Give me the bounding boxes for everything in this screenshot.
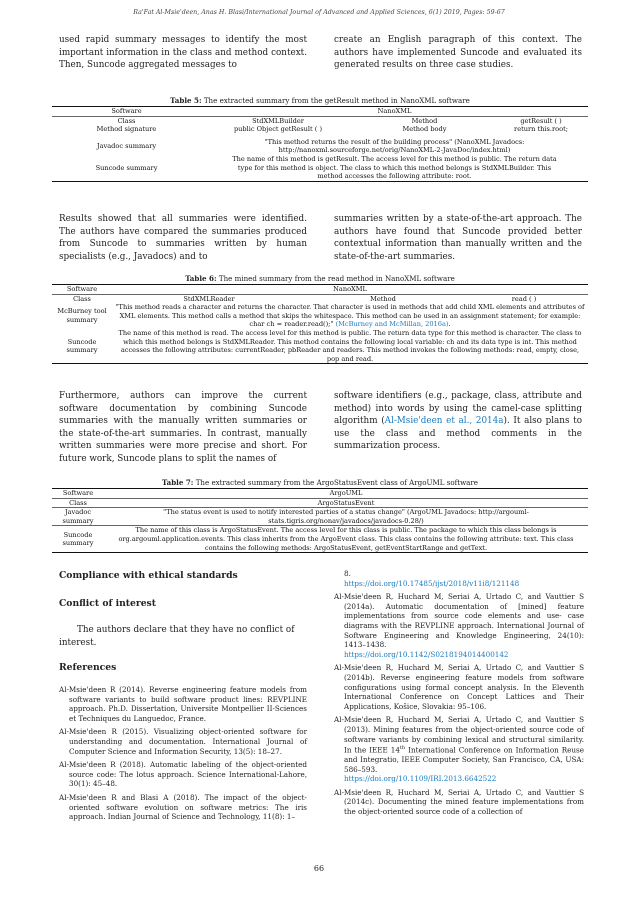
reference-entry: Al-Msie'deen R, Huchard M, Seriai A, Urtado C, and Vauttier S (2014b). Reverse engineering feature models from software configurations using formal concept analysis. In the Eleventh International Conference on Concept Lattices and Their Applications, Košice, Slovakia: 95–106. xyxy=(334,663,584,711)
page-number: 66 xyxy=(313,864,325,873)
table7 xyxy=(52,488,588,553)
t5-javadoc-label: Javadoc summary xyxy=(96,142,157,151)
t5-h-system: NanoXML xyxy=(377,107,412,115)
t5-body-value: return this.root; xyxy=(514,125,568,134)
t5-method-value: getResult ( ) xyxy=(520,116,562,125)
t7-javadoc-label: Javadoc summary xyxy=(62,508,94,525)
t7-suncode-label: Suncode summary xyxy=(62,530,94,548)
para3-right: software identifiers (e.g., package, class, attribute and method) into words by using the camel-case splitting algorithm (Al-Msie'deen et al., 2014a). It also plans to use the class and method comments in the summarization process. xyxy=(334,391,582,452)
para3-citation[interactable]: Al-Msie'deen et al., 2014a xyxy=(384,416,504,427)
t6-class-value: StdXMLReader xyxy=(183,294,235,303)
t6-suncode-value: The name of this method is read. The access level for this method is public. The return data type for this method is character. The class to which this method belongs is StdXMLReader. This method contains the following local variable: ch and its data type is int. This method accesses the following attributes: currentReader, pbReader and readers. This method invokes the following methods: read, empty, close, pop and read. xyxy=(118,328,582,363)
table6 xyxy=(52,284,588,364)
t5-method-label: Method xyxy=(411,116,438,125)
t7-h-system: ArgoUML xyxy=(329,489,363,497)
reference-doi-link[interactable]: https://doi.org/10.17485/ijst/2018/v11i8/121148 xyxy=(344,578,520,588)
t5-body-label: Method body xyxy=(402,125,447,134)
reference-doi-link[interactable]: https://doi.org/10.1109/IRI.2013.6642522 xyxy=(344,774,497,784)
t7-javadoc-value: "The status event is used to notify interested parties of a status change" (ArgoUML Javadocs: http://argouml-stats.tigris.org/nonav/javadocs/javadocs-0.28/) xyxy=(163,508,529,525)
reference-entry: Al-Msie'deen R, Huchard M, Seriai A, Urtado C, and Vauttier S (2014c). Documenting the mined feature implementations from the object-oriented source code of a collection of xyxy=(334,787,584,817)
t6-method-label: Method xyxy=(370,294,396,303)
table7-caption: Table 7: The extracted summary from the ArgoStatusEvent class of ArgoUML software xyxy=(162,478,478,487)
t6-mcburney-citation[interactable]: (McBurney and McMillan, 2016a) xyxy=(335,320,449,329)
t5-javadoc-value: "This method returns the result of the building process" (NanoXML Javadocs: http://nanoxml.sourceforge.net/orig/NanoXML-2-JavaDoc/index.html) xyxy=(264,137,525,155)
t5-sig-value: public Object getResult ( ) xyxy=(233,125,323,134)
para2-left: Results showed that all summaries were identified. The authors have compared the summaries produced from Suncode to summaries written by human specialists (e.g., Javadocs) and to xyxy=(59,214,307,262)
para2-right: summaries written by a state-of-the-art approach. The authors have found that Suncode provided better contextual information than manually written and the state-of-the-art summaries. xyxy=(334,214,582,262)
reference-entry: Al-Msie'deen R (2015). Visualizing object-oriented software for understanding and documentation. International Journal of Computer Science and Information Security, 13(5): 18–27. xyxy=(59,727,307,756)
t7-class-label: Class xyxy=(69,498,87,507)
t7-class-value: ArgoStatusEvent xyxy=(317,498,375,507)
reference-entry: Al-Msie'deen R (2014). Reverse engineering feature models from software variants to build software product lines: REVPLINE approach. Ph.D. Dissertation, Universite Montpellier II-Sciences et Techniques du Languedoc, France. xyxy=(59,685,307,723)
para1-left: used rapid summary messages to identify the most important information in the class and method context. Then, Suncode aggregated messages to xyxy=(59,35,307,71)
table5 xyxy=(52,106,588,182)
t6-class-label: Class xyxy=(73,294,91,303)
reference-entry: Al-Msie'deen R (2018). Automatic labeling of the object-oriented source code: The lotus approach. Science International-Lahore, 30(1): 45–48. xyxy=(59,760,307,789)
t7-h-software: Software xyxy=(62,489,94,497)
references-right xyxy=(334,569,584,817)
ethics-heading: Compliance with ethical standards xyxy=(59,570,238,581)
reference-entry: Al-Msie'deen R, Huchard M, Seriai A, Urtado C, and Vauttier S (2013). Mining features from the object-oriented source code of software variants by combining lexical and structural similarity. In the IEEE 14th International Conference on Information Reuse and Integratio, IEEE Computer Society, San Francisco, CA, USA: 586–593. https://doi.org/10.1109/IRI.2013.6642522 xyxy=(334,715,585,784)
t6-mcburney-label: McBurney tool summary xyxy=(57,307,107,325)
t5-h-software: Software xyxy=(111,107,142,115)
t5-sig-label: Method signature xyxy=(96,125,157,134)
t5-class-value: StdXMLBuilder xyxy=(252,116,304,125)
t6-suncode-label: Suncode summary xyxy=(66,337,98,355)
t5-suncode-label: Suncode summary xyxy=(95,163,158,172)
t6-h-system: NanoXML xyxy=(333,285,367,293)
reference-entry: Al-Msie'deen R and Blasi A (2018). The impact of the object-oriented software evolution on software metrics: The iris approach. Indian Journal of Science and Technology, 11(8): 1– xyxy=(59,792,307,822)
para3-left: Furthermore, authors can improve the current software documentation by combining Suncode summaries with the manually written summaries or the state-of-the-art summaries. In contrast, manually written summaries were more precise and short. For future work, Suncode plans to split the names of xyxy=(59,391,307,464)
references-heading: References xyxy=(59,662,117,673)
table6-caption: Table 6: The mined summary from the read method in NanoXML software xyxy=(185,274,455,283)
reference-entry: 8. https://doi.org/10.17485/ijst/2018/v11i8/121148 xyxy=(334,569,584,588)
table5-caption: Table 5: The extracted summary from the getResult method in NanoXML software xyxy=(170,96,470,105)
conflict-text: The authors declare that they have no conflict of interest. xyxy=(59,625,295,648)
t5-class-label: Class xyxy=(117,116,136,125)
t5-suncode-value: The name of this method is getResult. The access level for this method is public. The return data type for this method is object. The class to which this method belongs is StdXMLBuilder. This method accesses the following attribute: root. xyxy=(232,154,557,181)
t6-h-software: Software xyxy=(66,285,98,293)
t6-mcburney-value: "This method reads a character and returns the character. That character is used in methods that add child XML elements and attributes of XML elements. This method calls a method that skips the whitespace. This method can be used in an assignment statement; for example: char ch = reader.read();" (McBurney and McMillan, 2016a). xyxy=(115,303,585,329)
t7-suncode-value: The name of this class is ArgoStatusEvent. The access level for this class is public. The package to which this class belongs is org.argouml.application.events. This class inherits from the ArgoEvent class. This class contains the following attribute: text. This class contains the following methods: ArgoStatusEvent, getEventStartRange and getText. xyxy=(118,526,574,552)
reference-doi-link[interactable]: https://doi.org/10.1142/S0218194014400142 xyxy=(344,649,509,659)
running-header: Ra'Fat Al-Msie'deen, Anas H. Blasi/International Journal of Advanced and Applied Sciences, 6(1) 2019, Pages: 59-67 xyxy=(133,9,505,16)
conflict-heading: Conflict of interest xyxy=(59,598,156,609)
t6-method-value: read ( ) xyxy=(511,294,537,303)
references-left xyxy=(59,685,307,822)
reference-entry: Al-Msie'deen R, Huchard M, Seriai A, Urtado C, and Vauttier S (2014a). Automatic documentation of [mined] feature implementations from source code elements and use- case diagrams with the REVPLINE approach. International Journal of Software Engineering and Knowledge Engineering, 24(10): 1413–1438. https://doi.org/10.1142/S0218194014400142 xyxy=(334,592,584,659)
para1-right: create an English paragraph of this context. The authors have implemented Suncode and evaluated its generated results on three case studies. xyxy=(334,35,582,71)
